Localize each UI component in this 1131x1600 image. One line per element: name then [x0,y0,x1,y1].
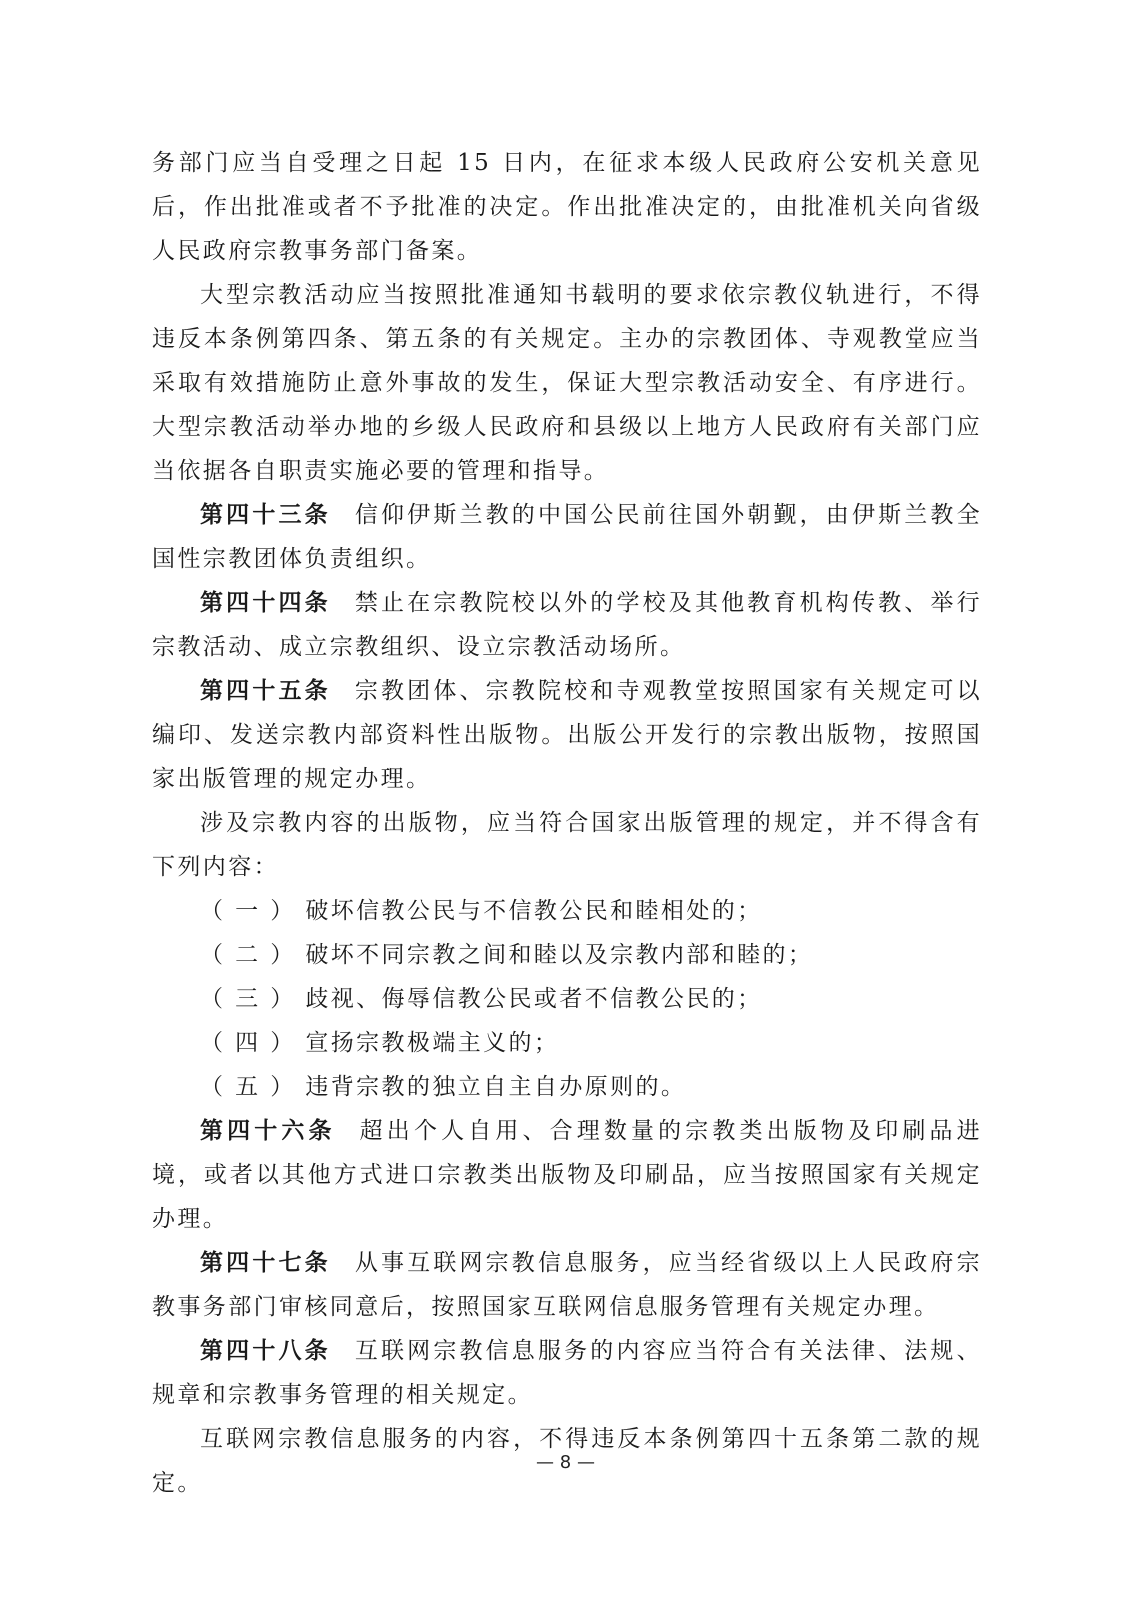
article-44-text: 禁止在宗教院校以外的学校及其他教育机构传教、举行宗教活动、成立宗教组织、设立宗教活动场所。 [152,590,982,660]
article-48-paragraph-2: 互联网宗教信息服务的内容，不得违反本条例第四十五条第二款的规定。 [152,1426,982,1496]
article-43-label: 第四十三条 [200,501,331,528]
article-43-text: 信仰伊斯兰教的中国公民前往国外朝觐，由伊斯兰教全国性宗教团体负责组织。 [152,502,982,572]
article-48-label: 第四十八条 [200,1337,331,1364]
list-item: （ 一 ） 破坏信教公民与不信教公民和睦相处的； [200,898,763,924]
page-number: — 8 — [536,1452,595,1473]
article-44 [152,581,982,669]
article-46-text: 超出个人自用、合理数量的宗教类出版物及印刷品进境，或者以其他方式进口宗教类出版物及印刷品，应当按照国家有关规定办理。 [152,1118,983,1232]
paragraph-large-activities: 大型宗教活动应当按照批准通知书载明的要求依宗教仪轨进行，不得违反本条例第四条、第五条的有关规定。主办的宗教团体、寺观教堂应当采取有效措施防止意外事故的发生，保证大型宗教活动安全、有序进行。大型宗教活动举办地的乡级人民政府和县级以上地方人民政府有关部门应当依据各自职责实施必要的管理和指导。 [152,282,982,484]
list-item: （ 三 ） 歧视、侮辱信教公民或者不信教公民的； [200,986,763,1012]
list-item: （ 五 ） 违背宗教的独立自主自办原则的。 [200,1074,687,1100]
article-45 [152,669,982,801]
article-43 [152,493,982,581]
article-48 [152,1329,982,1417]
article-45-paragraph-2: 涉及宗教内容的出版物，应当符合国家出版管理的规定，并不得含有下列内容： [152,810,982,880]
article-45-text: 宗教团体、宗教院校和寺观教堂按照国家有关规定可以编印、发送宗教内部资料性出版物。出版公开发行的宗教出版物，按照国家出版管理的规定办理。 [152,678,982,792]
article-44-label: 第四十四条 [200,589,331,616]
list-item: （ 二 ） 破坏不同宗教之间和睦以及宗教内部和睦的； [200,942,814,968]
paragraph-continuation: 务部门应当自受理之日起 15 日内，在征求本级人民政府公安机关意见后，作出批准或者不予批准的决定。作出批准决定的，由批准机关向省级人民政府宗教事务部门备案。 [152,150,982,264]
article-48-text: 互联网宗教信息服务的内容应当符合有关法律、法规、规章和宗教事务管理的相关规定。 [152,1338,982,1408]
article-46-label: 第四十六条 [200,1117,336,1144]
article-47-text: 从事互联网宗教信息服务，应当经省级以上人民政府宗教事务部门审核同意后，按照国家互联网信息服务管理有关规定办理。 [152,1250,982,1320]
article-47 [152,1241,982,1329]
article-46 [152,1109,982,1241]
article-47-label: 第四十七条 [200,1249,331,1276]
list-item: （ 四 ） 宣扬宗教极端主义的； [200,1030,560,1056]
article-45-label: 第四十五条 [200,677,331,704]
document-body [152,141,982,1505]
